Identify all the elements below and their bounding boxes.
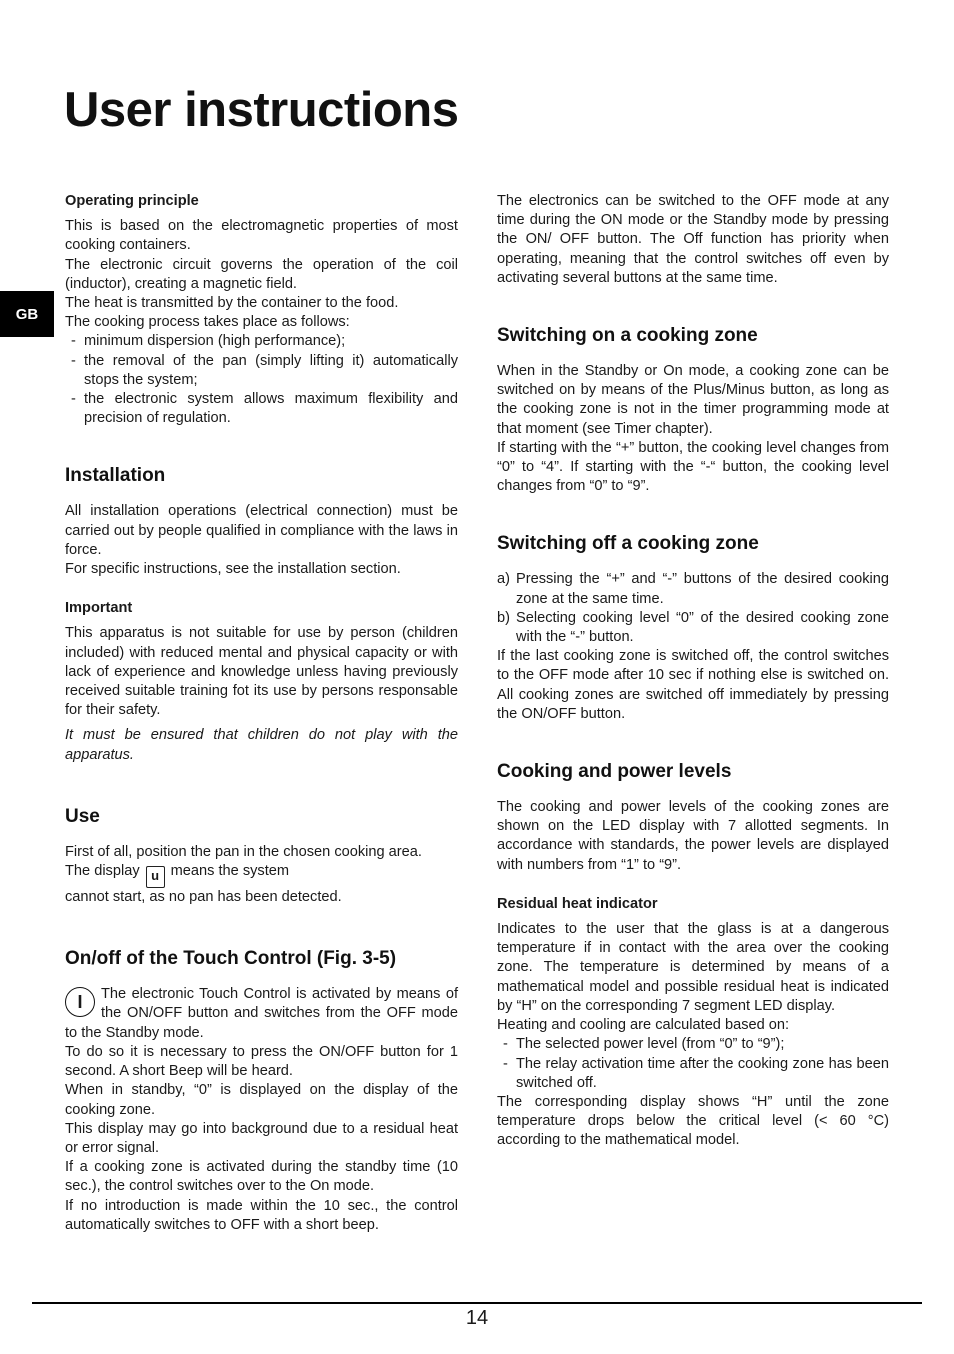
switch-on-text-2: If starting with the “+” button, the cooking level changes from “0” to “4”. If starting with the “-“ button, the cooking level changes from “0” to “9”. [497, 439, 889, 495]
left-column [65, 192, 458, 1235]
list-item: - minimum dispersion (high performance); [71, 333, 346, 350]
language-tab-gb: GB [0, 291, 54, 337]
list-item: - the removal of the pan (simply lifting it) automatically stops the system; [71, 352, 458, 388]
use-text-1: First of all, position the pan in the chosen cooking area. [65, 843, 422, 860]
switch-off-list [497, 570, 889, 647]
residual-heat-list [497, 1035, 889, 1093]
use-text-2: The display u means the system [65, 862, 458, 888]
important-text: This apparatus is not suitable for use by person (children included) with reduced mental and physical capacity or with lack of experience and knowledge unless having previously received suitable training fot its use by persons responsable for their safety. [65, 625, 458, 719]
footer-divider [32, 1302, 922, 1304]
onoff-text-1: I The electronic Touch Control is activated by means of the ON/OFF button and switches from the OFF mode to the Standby mode. [65, 986, 458, 1041]
residual-heat-heading: Residual heat indicator [497, 895, 658, 912]
residual-heat-text-3: The corresponding display shows “H” until the zone temperature drops below the critical level (< 60 °C) according to the mathematical model. [497, 1093, 889, 1149]
operating-principle-heading: Operating principle [65, 193, 199, 209]
installation-text-1: All installation operations (electrical connection) must be carried out by people qualified in compliance with the laws in force. [65, 503, 458, 558]
children-warning: It must be ensured that children do not play with the apparatus. [65, 727, 458, 763]
info-icon: I [65, 987, 95, 1017]
power-levels-heading: Cooking and power levels [497, 761, 732, 783]
operating-principle-text-1: This is based on the electromagnetic properties of most cooking containers. [65, 218, 458, 254]
switch-off-text: If the last cooking zone is switched off, the control switches to the OFF mode after 10 sec if nothing else is switched on. All cooking zones are switched off immediately by pressing the ON/OFF button. [497, 648, 889, 722]
important-heading: Important [65, 600, 133, 617]
use-heading: Use [65, 805, 100, 827]
use-text-3: cannot start, as no pan has been detected. [65, 889, 342, 906]
page-number: 14 [465, 1307, 489, 1329]
list-item: - The relay activation time after the cooking zone has been switched off. [503, 1055, 889, 1091]
operating-principle-list [65, 332, 458, 428]
list-item: - the electronic system allows maximum flexibility and precision of regulation. [71, 391, 458, 427]
off-mode-text: The electronics can be switched to the OFF mode at any time during the ON mode or the Standby mode by pressing the ON/ OFF button. The Off function has priority when operating, meaning that the control switches off even by activating several buttons at the same time. [497, 193, 889, 286]
operating-principle-text-2: The electronic circuit governs the operation of the coil (inductor), creating a magnetic field. [65, 256, 458, 292]
power-levels-text: The cooking and power levels of the cooking zones are shown on the LED display with 7 allotted segments. In accordance with standards, the power levels are displayed with numbers from “1” to “9”. [497, 799, 889, 873]
operating-principle-text-4: The cooking process takes place as follows: [65, 314, 350, 331]
operating-principle-text-3: The heat is transmitted by the container to the food. [65, 295, 399, 312]
list-item: a) Pressing the “+” and “-” buttons of the desired cooking zone at the same time. [497, 571, 889, 607]
residual-heat-text-1: Indicates to the user that the glass is at a dangerous temperature if in contact with the area over the cooking zone. The temperature is determined by means of a mathematical model and possible residual heat is indicated by “H” on the corresponding 7 segment LED display. [497, 921, 889, 1014]
switch-on-text-1: When in the Standby or On mode, a cooking zone can be switched on by means of the Plus/Minus button, as long as the cooking zone is not in the timer programming mode at that moment (see Timer chapter). [497, 363, 889, 437]
no-pan-display-icon: u [146, 866, 165, 888]
residual-heat-text-2: Heating and cooling are calculated based on: [497, 1017, 790, 1034]
right-column [497, 192, 889, 1151]
onoff-text-6: If no introduction is made within the 10 sec., the control automatically switches to OFF with a short beep. [65, 1197, 458, 1233]
onoff-heading: On/off of the Touch Control (Fig. 3-5) [65, 948, 397, 970]
page-title: User instructions [64, 83, 459, 137]
list-item: b) Selecting cooking level “0” of the desired cooking zone with the “-” button. [497, 609, 889, 646]
switch-on-heading: Switching on a cooking zone [497, 325, 758, 347]
list-item: - The selected power level (from “0” to “9”); [503, 1036, 785, 1053]
switch-off-heading: Switching off a cooking zone [497, 533, 759, 555]
installation-text-2: For specific instructions, see the installation section. [65, 561, 401, 578]
onoff-text-3: When in standby, “0” is displayed on the display of the cooking zone. [65, 1082, 458, 1118]
onoff-text-5: If a cooking zone is activated during the standby time (10 sec.), the control switches over to the On mode. [65, 1159, 458, 1195]
onoff-text-2: To do so it is necessary to press the ON/OFF button for 1 second. A short Beep will be heard. [65, 1043, 458, 1080]
installation-heading: Installation [65, 465, 166, 487]
onoff-text-4: This display may go into background due to a residual heat or error signal. [65, 1120, 458, 1156]
